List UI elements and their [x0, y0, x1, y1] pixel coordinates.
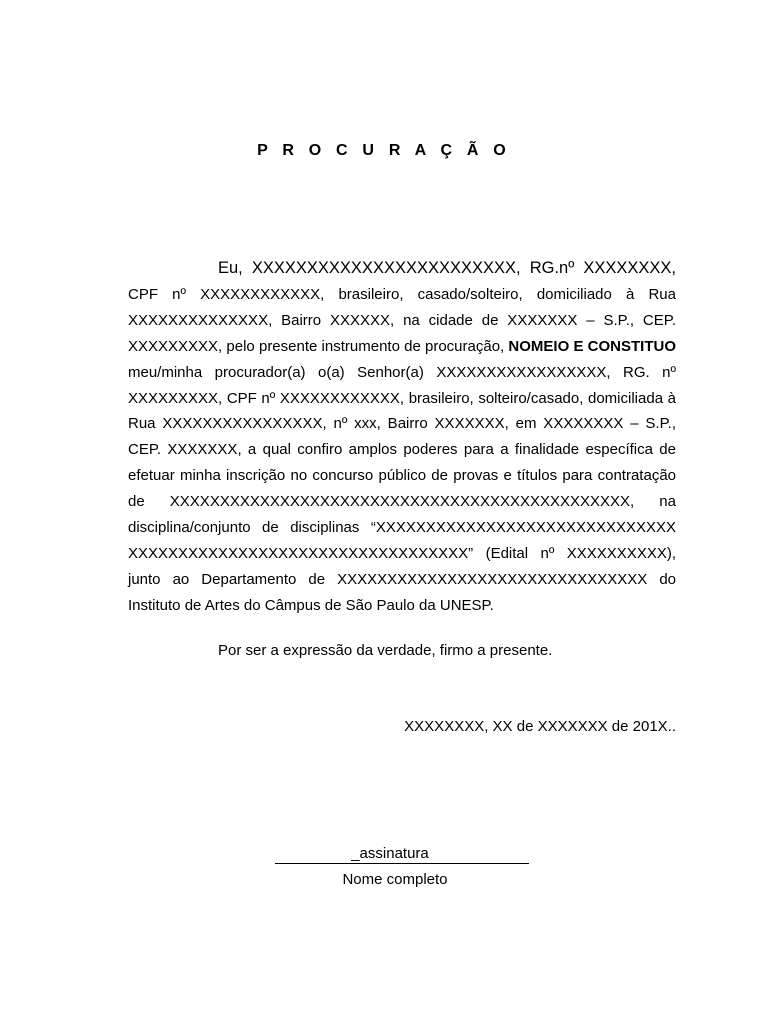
closing-statement — [128, 640, 676, 662]
signature-block — [0, 843, 768, 865]
date-line: XXXXXXXX, XX de XXXXXXX de 201X.. — [404, 718, 676, 735]
paragraph-bold-text: NOMEIO E CONSTITUO — [508, 337, 676, 355]
signature-line — [275, 845, 529, 864]
name-label: Nome completo — [342, 871, 448, 888]
document-title: P R O C U R A Ç Ã O — [257, 142, 511, 159]
closing-text: Por ser a expressão da verdade, firmo a presente. — [218, 642, 553, 659]
paragraph-lead: Eu, XXXXXXXXXXXXXXXXXXXXXXXX, RG.nº XXXXXXXX, — [218, 259, 676, 277]
main-paragraph — [128, 256, 676, 619]
paragraph-text-1: CPF nº XXXXXXXXXXXX, brasileiro, casado/solteiro, domiciliado à Rua XXXXXXXXXXXXXX, Bairro XXXXXX, na cidade de XXXXXXX – S.P., CEP. XXXXXXXXX, pelo presente instrumento de procuração, — [128, 285, 676, 355]
signature-label: _assinatura — [351, 845, 429, 862]
paragraph-text-2: meu/minha procurador(a) o(a) Senhor(a) XXXXXXXXXXXXXXXXX, RG. nº XXXXXXXXX, CPF nº XXXXXXXXXXXX, brasileiro, solteiro/casado, domiciliada à Rua XXXXXXXXXXXXXXXX, nº xxx, Bairro XXXXXXX, em XXXXXXXX – S.P., CEP. XXXXXXX, a qual confiro amplos poderes para a finalidade específica de efetuar minha inscrição no concurso público de provas e títulos para contratação de XXXXXXXXXXXXXXXXXXXXXXXXXXXXXXXXXXXXXXXXXXXXXX, na disciplina/conjunto de disciplinas “XXXXXXXXXXXXXXXXXXXXXXXXXXXXXX XXXXXXXXXXXXXXXXXXXXXXXXXXXXXXXXXX” (Edital nº XXXXXXXXXX), junto ao Departamento de XXXXXXXXXXXXXXXXXXXXXXXXXXXXXXX do Instituto de Artes do Câmpus de São Paulo da UNESP. — [128, 363, 676, 614]
